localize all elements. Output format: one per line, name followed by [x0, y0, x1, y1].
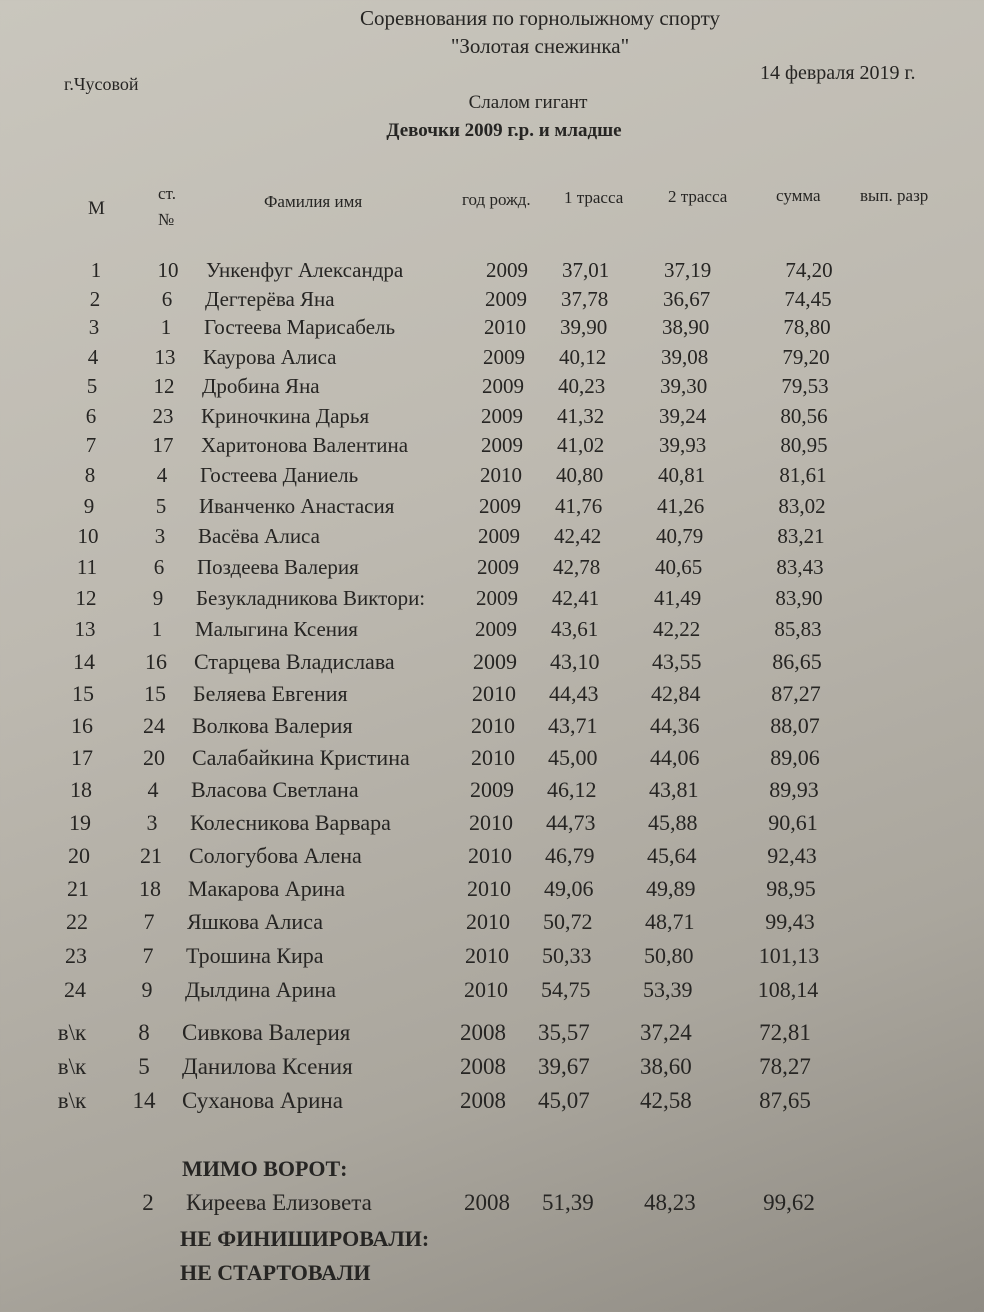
total-cell: 74,45	[784, 286, 832, 311]
year-cell: 2010	[471, 712, 515, 738]
competition-title: Соревнования по горнолыжному спорту	[359, 6, 721, 30]
total-cell: 83,90	[775, 586, 823, 611]
name-cell: Безукладникова Виктори:	[196, 586, 426, 611]
total-cell: 108,14	[757, 976, 819, 1002]
place-cell: 12	[75, 586, 97, 611]
run1-cell: 43,61	[551, 617, 599, 642]
run2-cell: 40,81	[658, 463, 706, 488]
place-cell: 2	[89, 286, 101, 311]
col-total: сумма	[776, 186, 821, 205]
col-run2: 2 трасса	[668, 187, 728, 206]
bib-cell: 1	[151, 617, 163, 642]
year-cell: 2009	[485, 286, 527, 311]
name-cell: Иванченко Анастасия	[199, 493, 395, 518]
year-cell: 2010	[468, 842, 512, 868]
run1-cell: 50,72	[543, 909, 593, 935]
place-cell: 24	[64, 976, 86, 1002]
bib-cell: 14	[132, 1088, 156, 1113]
year-cell: 2009	[482, 373, 524, 398]
place-cell: 16	[71, 712, 93, 738]
bib-cell: 6	[153, 555, 165, 579]
bib-cell: 5	[155, 493, 167, 518]
place-cell: 11	[76, 555, 98, 579]
year-cell: 2008	[460, 1088, 506, 1113]
total-cell: 87,65	[759, 1088, 811, 1113]
run1-cell: 44,43	[549, 680, 599, 706]
age-group: Девочки 2009 г.р. и младше	[386, 120, 622, 141]
bib-cell: 12	[153, 373, 175, 398]
run1-cell: 50,33	[542, 943, 592, 969]
total-cell: 86,65	[772, 648, 822, 674]
place-cell: 10	[77, 524, 99, 549]
place-cell: 17	[71, 744, 93, 770]
run1-cell: 41,32	[557, 403, 605, 428]
bib-cell: 17	[152, 433, 174, 458]
run1-cell: 46,79	[545, 842, 595, 868]
run2-cell: 45,64	[647, 842, 697, 868]
total-cell: 101,13	[758, 943, 820, 969]
year-cell: 2009	[476, 586, 518, 611]
bib-cell: 9	[152, 586, 164, 611]
total-cell: 80,95	[780, 433, 828, 458]
discipline: Слалом гигант	[468, 92, 588, 113]
run1-cell: 46,12	[547, 777, 597, 803]
run2-cell: 48,23	[644, 1190, 696, 1215]
col-name: Фамилия имя	[264, 192, 363, 211]
year-cell: 2010	[472, 680, 516, 706]
run2-cell: 40,79	[656, 524, 704, 549]
run1-cell: 41,76	[555, 493, 603, 518]
run1-cell: 39,90	[560, 315, 608, 340]
run1-cell: 42,78	[553, 555, 601, 579]
year-cell: 2010	[484, 315, 526, 340]
run2-cell: 41,49	[654, 586, 702, 611]
name-cell: Данилова Ксения	[182, 1054, 353, 1079]
name-cell: Салабайкина Кристина	[192, 744, 410, 770]
run1-cell: 43,71	[548, 712, 598, 738]
year-cell: 2009	[470, 777, 514, 803]
bib-cell: 9	[141, 976, 153, 1002]
total-cell: 83,21	[777, 524, 825, 549]
name-cell: Гостеева Марисабель	[204, 315, 396, 340]
run2-cell: 38,60	[640, 1054, 692, 1079]
place-cell: 23	[65, 943, 87, 969]
name-cell: Ункенфуг Александра	[206, 258, 404, 282]
run2-cell: 50,80	[644, 943, 694, 969]
name-cell: Дылдина Арина	[185, 976, 336, 1002]
name-cell: Беляева Евгения	[193, 680, 348, 706]
place-cell: 20	[68, 842, 90, 868]
year-cell: 2010	[471, 744, 515, 770]
bib-cell: 8	[138, 1020, 150, 1045]
total-cell: 88,07	[770, 712, 820, 738]
place-cell: в\к	[57, 1088, 87, 1113]
run1-cell: 42,41	[552, 586, 600, 611]
bib-cell: 7	[143, 909, 155, 935]
run2-cell: 38,90	[662, 315, 710, 340]
year-cell: 2009	[486, 258, 528, 282]
bib-cell: 4	[147, 777, 159, 803]
run2-cell: 39,24	[659, 403, 707, 428]
run1-cell: 43,10	[550, 648, 600, 674]
name-cell: Каурова Алиса	[203, 344, 337, 369]
total-cell: 92,43	[767, 842, 817, 868]
col-rank: вып. разр	[860, 186, 929, 205]
name-cell: Сивкова Валерия	[182, 1020, 351, 1045]
year-cell: 2008	[464, 1190, 510, 1215]
place-cell: 14	[73, 648, 95, 674]
name-cell: Макарова Арина	[188, 876, 346, 901]
run1-cell: 40,80	[556, 463, 604, 488]
name-cell: Яшкова Алиса	[187, 909, 323, 935]
name-cell: Старцева Владислава	[194, 648, 395, 674]
bib-cell: 4	[156, 463, 168, 488]
total-cell: 78,27	[759, 1054, 811, 1079]
run1-cell: 37,01	[562, 258, 610, 282]
bib-cell: 3	[154, 524, 166, 549]
bib-cell: 23	[152, 403, 174, 428]
total-cell: 79,20	[782, 344, 830, 369]
place-cell: 1	[90, 258, 102, 282]
year-cell: 2009	[481, 403, 523, 428]
run2-cell: 44,36	[650, 712, 700, 738]
place-cell: 5	[86, 373, 98, 398]
dns-label: НЕ СТАРТОВАЛИ	[180, 1260, 371, 1285]
col-bib-line1: ст.	[158, 184, 176, 203]
bib-cell: 10	[157, 258, 179, 282]
year-cell: 2008	[460, 1020, 506, 1045]
run1-cell: 40,12	[559, 344, 607, 369]
name-cell: Васёва Алиса	[198, 524, 320, 549]
total-cell: 87,27	[771, 680, 821, 706]
run2-cell: 40,65	[655, 555, 703, 579]
place-cell: 18	[70, 777, 92, 803]
missed-gates-label: МИМО ВОРОТ:	[182, 1156, 348, 1181]
run1-cell: 54,75	[541, 976, 591, 1002]
run1-cell: 45,07	[538, 1088, 590, 1113]
col-year: год рожд.	[462, 190, 531, 209]
bib-cell: 2	[142, 1190, 154, 1215]
bib-cell: 7	[142, 943, 154, 969]
run2-cell: 48,71	[645, 909, 695, 935]
dnf-label: НЕ ФИНИШИРОВАЛИ:	[180, 1226, 430, 1251]
name-cell: Трошина Кира	[186, 943, 324, 969]
name-cell: Гостеева Даниель	[200, 463, 359, 488]
bib-cell: 3	[146, 809, 158, 835]
name-cell: Поздеева Валерия	[197, 555, 359, 579]
bib-cell: 21	[140, 842, 162, 868]
name-cell: Колесникова Варвара	[190, 809, 391, 835]
place-cell: в\к	[57, 1054, 87, 1079]
run1-cell: 45,00	[548, 744, 598, 770]
place-cell: 4	[87, 344, 99, 369]
run2-cell: 39,93	[659, 433, 707, 458]
year-cell: 2010	[480, 463, 522, 488]
place-cell: 8	[84, 463, 96, 488]
name-cell: Малыгина Ксения	[195, 617, 358, 642]
year-cell: 2009	[478, 524, 520, 549]
total-cell: 80,56	[780, 403, 828, 428]
total-cell: 89,93	[769, 777, 819, 803]
bib-cell: 1	[160, 315, 172, 340]
year-cell: 2009	[481, 433, 523, 458]
total-cell: 99,62	[763, 1190, 815, 1215]
total-cell: 83,02	[778, 493, 826, 518]
total-cell: 74,20	[785, 258, 833, 282]
run2-cell: 43,81	[649, 777, 699, 803]
run1-cell: 49,06	[544, 876, 594, 901]
year-cell: 2009	[473, 648, 517, 674]
date: 14 февраля 2019 г.	[760, 62, 916, 84]
run2-cell: 39,08	[661, 344, 709, 369]
total-cell: 81,61	[779, 463, 827, 488]
run2-cell: 37,19	[664, 258, 712, 282]
year-cell: 2010	[469, 809, 513, 835]
run1-cell: 51,39	[542, 1190, 594, 1215]
name-cell: Киреева Елизовета	[186, 1190, 372, 1215]
name-cell: Дегтерёва Яна	[205, 286, 335, 311]
bib-cell: 20	[143, 744, 165, 770]
year-cell: 2010	[464, 976, 508, 1002]
year-cell: 2010	[467, 876, 511, 901]
run2-cell: 36,67	[663, 286, 711, 311]
year-cell: 2009	[479, 493, 521, 518]
name-cell: Харитонова Валентина	[201, 433, 409, 458]
year-cell: 2010	[466, 909, 510, 935]
total-cell: 85,83	[774, 617, 822, 642]
run1-cell: 35,57	[538, 1020, 590, 1045]
total-cell: 98,95	[766, 876, 816, 901]
place-cell: 21	[67, 876, 89, 901]
name-cell: Дробина Яна	[202, 373, 320, 398]
place-cell: 13	[74, 617, 96, 642]
bib-cell: 18	[139, 876, 161, 901]
run2-cell: 53,39	[643, 976, 693, 1002]
run1-cell: 39,67	[538, 1054, 590, 1079]
bib-cell: 6	[161, 286, 173, 311]
run2-cell: 42,22	[653, 617, 701, 642]
run1-cell: 42,42	[554, 524, 602, 549]
total-cell: 90,61	[768, 809, 818, 835]
run2-cell: 44,06	[650, 744, 700, 770]
year-cell: 2009	[475, 617, 517, 642]
bib-cell: 5	[138, 1054, 150, 1079]
total-cell: 79,53	[781, 373, 829, 398]
run2-cell: 39,30	[660, 373, 708, 398]
col-run1: 1 трасса	[564, 188, 624, 207]
bib-cell: 16	[145, 648, 167, 674]
name-cell: Суханова Арина	[182, 1088, 343, 1113]
run2-cell: 45,88	[648, 809, 698, 835]
bib-cell: 15	[144, 680, 166, 706]
year-cell: 2008	[460, 1054, 506, 1079]
place-cell: в\к	[57, 1020, 87, 1045]
bib-cell: 24	[143, 712, 165, 738]
place-cell: 9	[83, 493, 95, 518]
total-cell: 83,43	[776, 555, 824, 579]
col-place: М	[88, 198, 105, 219]
year-cell: 2009	[483, 344, 525, 369]
place-cell: 3	[88, 315, 100, 340]
year-cell: 2010	[465, 943, 509, 969]
name-cell: Сологубова Алена	[189, 842, 362, 868]
place-cell: 7	[85, 433, 97, 458]
run1-cell: 37,78	[561, 286, 609, 311]
total-cell: 89,06	[770, 744, 820, 770]
place-cell: 6	[85, 403, 97, 428]
run2-cell: 42,84	[651, 680, 701, 706]
place-cell: 15	[72, 680, 94, 706]
col-bib-line2: №	[158, 210, 175, 229]
total-cell: 78,80	[783, 315, 831, 340]
run2-cell: 49,89	[646, 876, 696, 901]
bib-cell: 13	[154, 344, 176, 369]
run2-cell: 37,24	[640, 1020, 692, 1045]
place-cell: 22	[66, 909, 88, 935]
run2-cell: 43,55	[652, 648, 702, 674]
city: г.Чусовой	[64, 74, 139, 94]
run1-cell: 44,73	[546, 809, 596, 835]
name-cell: Власова Светлана	[191, 777, 359, 803]
year-cell: 2009	[477, 555, 519, 579]
total-cell: 99,43	[765, 909, 815, 935]
name-cell: Криночкина Дарья	[201, 403, 370, 428]
run1-cell: 41,02	[557, 433, 605, 458]
place-cell: 19	[69, 809, 91, 835]
run2-cell: 41,26	[657, 493, 705, 518]
name-cell: Волкова Валерия	[192, 712, 353, 738]
competition-name: "Золотая снежинка"	[450, 34, 630, 58]
run2-cell: 42,58	[640, 1088, 692, 1113]
total-cell: 72,81	[759, 1020, 811, 1045]
run1-cell: 40,23	[558, 373, 606, 398]
